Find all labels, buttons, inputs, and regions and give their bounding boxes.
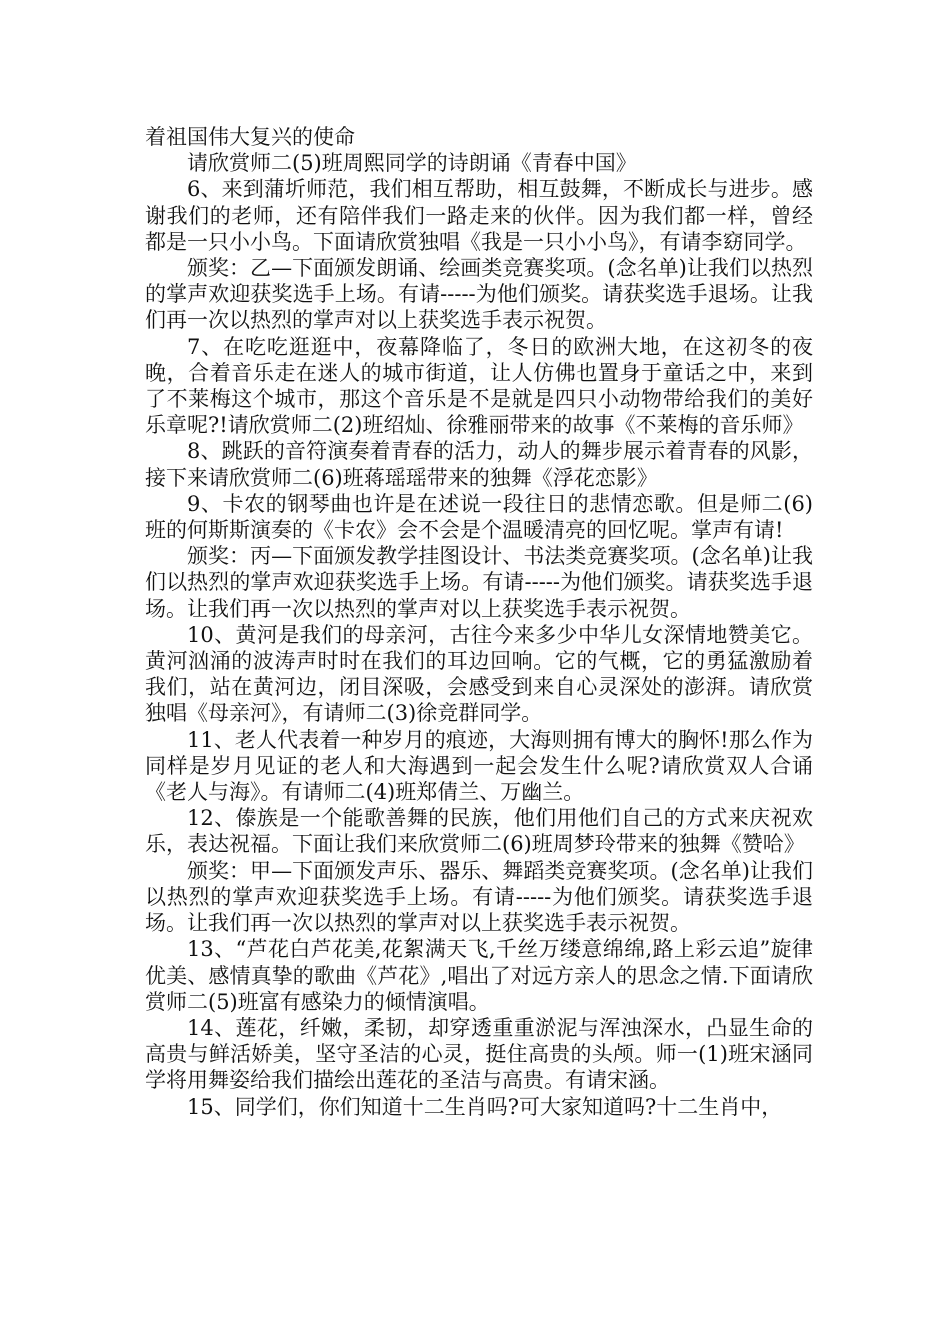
paragraph-item-14: 14、莲花，纤嫩，柔韧，却穿透重重淤泥与浑浊深水，凸显生命的高贵与鲜活娇美，坚守圣洁的心灵，挺住高贵的头颅。师一(1)班宋涵同学将用舞姿给我们描绘出莲花的圣洁与高贵。有请宋涵。 [145,1015,813,1093]
paragraph-item-8: 8、跳跃的音符演奏着青春的活力，动人的舞步展示着青春的风影，接下来请欣赏师二(6)班蒋瑶瑶带来的独舞《浮花恋影》 [145,439,813,490]
paragraph-poem-recital: 请欣赏师二(5)班周熙同学的诗朗诵《青春中国》 [187,151,637,176]
paragraph-item-11: 11、老人代表着一种岁月的痕迹，大海则拥有博大的胸怀!那么作为同样是岁月见证的老人和大海遇到一起会发生什么呢?请欣赏双人合诵《老人与海》。有请师二(4)班郑倩兰、万幽兰。 [145,727,813,805]
paragraph-award-c: 颁奖：丙—下面颁发教学挂图设计、书法类竞赛奖项。(念名单)让我们以热烈的掌声欢迎获奖选手上场。有请-----为他们颁奖。请获奖选手退场。让我们再一次以热烈的掌声对以上获奖选手表示祝贺。 [145,544,813,621]
document-body [145,124,813,1120]
paragraph-item-7: 7、在吃吃逛逛中，夜幕降临了，冬日的欧洲大地，在这初冬的夜晚，合着音乐走在迷人的城市街道，让人仿佛也置身于童话之中，来到了不莱梅这个城市，那这个音乐是不是就是四只小动物带给我们的美好乐章呢?!请欣赏师二(2)班绍灿、徐雅丽带来的故事《不莱梅的音乐师》 [145,334,813,438]
paragraph-continuation: 着祖国伟大复兴的使命 [145,125,355,149]
paragraph-item-10: 10、黄河是我们的母亲河，古往今来多少中华儿女深情地赞美它。黄河汹涌的波涛声时时在我们的耳边回响。它的气概，它的勇猛激励着我们，站在黄河边，闭目深吸，会感受到来自心灵深处的澎湃。请欣赏独唱《母亲河》，有请师二(3)徐竞群同学。 [145,622,813,726]
paragraph-item-9: 9、卡农的钢琴曲也许是在述说一段往日的悲情恋歌。但是师二(6)班的何斯斯演奏的《卡农》会不会是个温暖清亮的回忆呢。掌声有请! [145,491,813,543]
paragraph-award-b: 颁奖：乙—下面颁发朗诵、绘画类竞赛奖项。(念名单)让我们以热烈的掌声欢迎获奖选手上场。有请-----为他们颁奖。请获奖选手退场。让我们再一次以热烈的掌声对以上获奖选手表示祝贺。 [145,256,813,333]
paragraph-item-6: 6、来到蒲圻师范，我们相互帮助，相互鼓舞，不断成长与进步。感谢我们的老师，还有陪伴我们一路走来的伙伴。因为我们都一样，曾经都是一只小小鸟。下面请欣赏独唱《我是一只小小鸟》，有请李窈同学。 [145,177,813,254]
paragraph-item-12: 12、傣族是一个能歌善舞的民族，他们用他们自己的方式来庆祝欢乐，表达祝福。下面让我们来欣赏师二(6)班周梦玲带来的独舞《赞哈》 [145,806,813,857]
paragraph-item-13: 13、“芦花白芦花美,花絮满天飞,千丝万缕意绵绵,路上彩云追”旋律优美、感情真挚的歌曲《芦花》,唱出了对远方亲人的思念之情.下面请欣赏师二(5)班富有感染力的倾情演唱。 [145,937,813,1014]
paragraph-award-a: 颁奖：甲—下面颁发声乐、器乐、舞蹈类竞赛奖项。(念名单)让我们以热烈的掌声欢迎获奖选手上场。有请-----为他们颁奖。请获奖选手退场。让我们再一次以热烈的掌声对以上获奖选手表示祝贺。 [145,858,813,936]
paragraph-item-15: 15、同学们，你们知道十二生肖吗?可大家知道吗?十二生肖中， [187,1094,783,1119]
